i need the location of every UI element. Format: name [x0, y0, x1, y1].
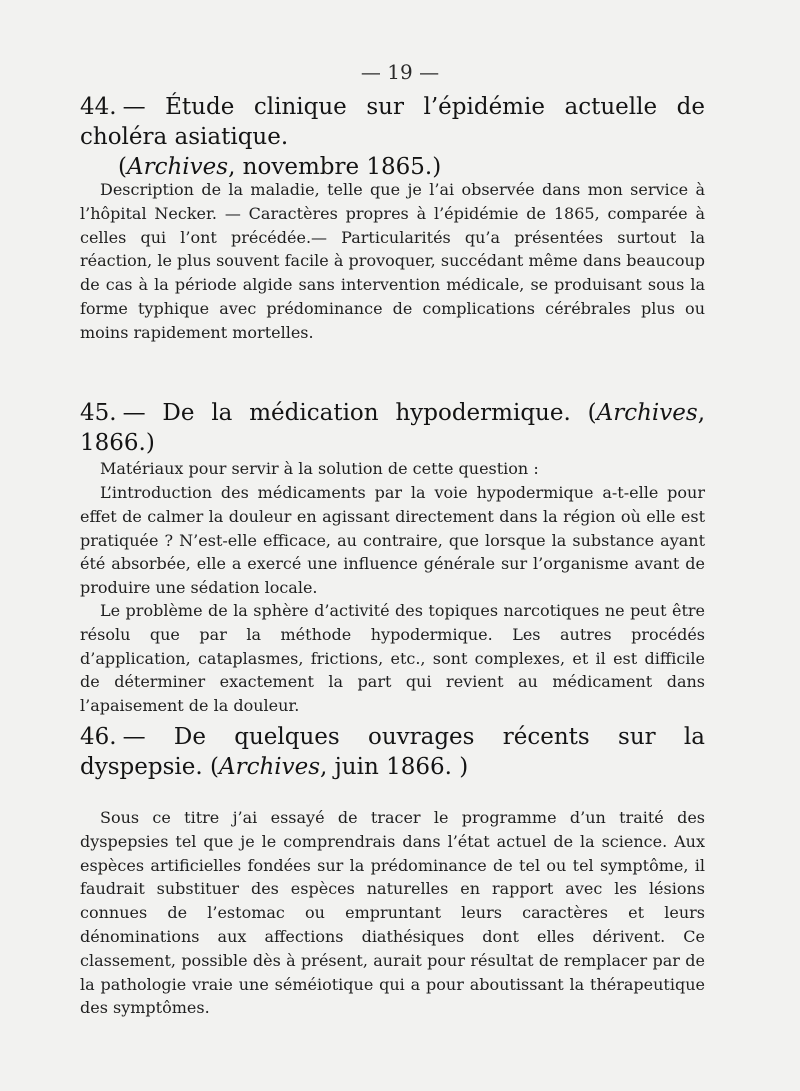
entry-46-number: 46. — [80, 724, 117, 750]
entry-46-source-date: , juin 1866. ) — [320, 754, 469, 780]
entry-45-paragraph-2 — [80, 481, 705, 600]
entry-45-heading — [80, 398, 705, 458]
entry-44-heading — [80, 92, 705, 182]
entry-45-paragraph-3 — [80, 599, 705, 718]
entry-44-source-open: ( — [118, 154, 127, 180]
entry-46-paragraph-1-text: Sous ce titre j’ai essayé de tracer le programme d’un traité des dyspepsies tel que je le comprendrais dans l’état actuel de la science. Aux espèces artificielles fondées sur la prédominance de tel ou tel symptôme, il faudrait substituer des espèces naturelles en rapport avec les lésions connues de l’estomac ou empruntant leurs caractères et leurs dénominations aux affections diathésiques dont elles dérivent. Ce classement, possible dès à présent, aurait pour résultat de remplacer par de la pathologie vraie une séméiotique qui a pour aboutissant la thérapeutique des symptômes. — [80, 808, 705, 1018]
entry-45-paragraph-1 — [80, 457, 705, 481]
entry-45-paragraph-1-text: Matériaux pour servir à la solution de cette question : — [100, 459, 539, 478]
entry-44-source-date: , novembre 1865.) — [228, 154, 442, 180]
entry-45-title: — De la médication hypodermique. — [122, 400, 571, 426]
entry-45-number: 45. — [80, 400, 117, 426]
entry-44-paragraph-1 — [80, 178, 705, 345]
entry-46-journal: Archives — [218, 754, 321, 780]
entry-44-title: — Étude clinique sur l’épidémie actuelle de choléra asiatique. — [80, 94, 705, 150]
entry-45-paragraph-2-text: L’introduction des médicaments par la voie hypodermique a-t-elle pour effet de calmer la douleur en agissant directement dans la région où elle est pratiquée ? N’est-elle efficace, au contraire, que lorsque la substance ayant été absorbée, elle a exercé une influence générale sur l’organisme avant de produire une sédation locale. — [80, 483, 705, 598]
entry-45-paragraph-3-text: Le problème de la sphère d’activité des topiques narcotiques ne peut être résolu que par la méthode hypodermique. Les autres procédés d’application, cataplasmes, frictions, etc., sont complexes, et il est difficile de déterminer exactement la part qui revient au médicament dans l’apaisement de la douleur. — [80, 601, 705, 716]
page-number: — 19 — — [360, 60, 440, 84]
entry-44-journal: Archives — [126, 154, 229, 180]
entry-45-source-date: , 1866.) — [80, 400, 706, 456]
entry-46-source-open: ( — [209, 754, 219, 780]
entry-46-heading — [80, 722, 705, 782]
entry-45-journal: Archives — [596, 400, 698, 426]
entry-45-source-open: ( — [587, 400, 597, 426]
entry-44-number: 44. — [80, 94, 117, 120]
entry-44-paragraph-1-text: Description de la maladie, telle que je l’ai observée dans mon service à l’hôpital Necker. — Caractères propres à l’épidémie de 1865, comparée à celles qui l’ont précédée.— Particularités qu’a présentées surtout la réaction, le plus souvent facile à provoquer, succédant même dans beaucoup de cas à la période algide sans intervention médicale, se produisant sous la forme typhique avec prédominance de complications cérébrales plus ou moins rapidement mortelles. — [80, 180, 705, 342]
entry-46-paragraph-1 — [80, 806, 705, 1020]
entry-46-title: — De quelques ouvrages récents sur la dyspepsie. — [80, 724, 705, 780]
